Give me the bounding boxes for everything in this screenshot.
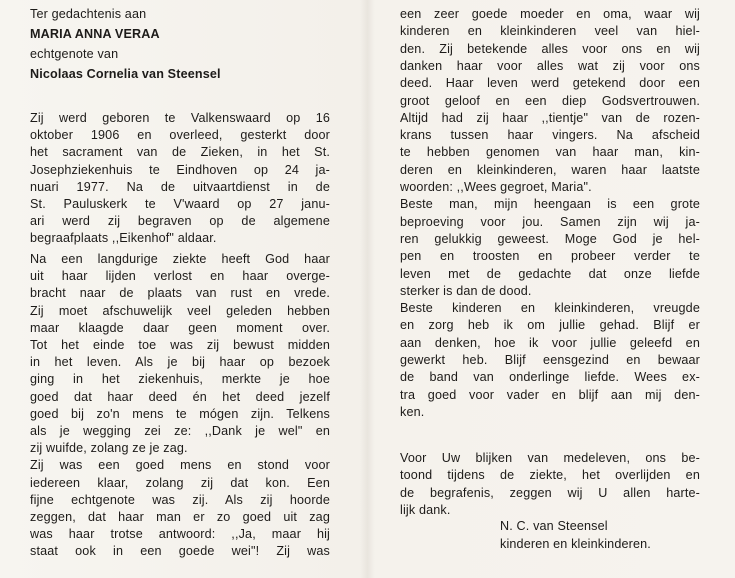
text-line: oktober 1906 en overleed, gesterkt door — [30, 128, 330, 143]
text-line: Beste man, mijn heengaan is een grote — [400, 197, 700, 212]
text-line: goed dat haar deed én het deed jezelf — [30, 389, 330, 404]
text-line: was haar trotse antwoord: ,,Ja, maar hij — [30, 527, 330, 542]
text-line: aan denken, hoe ik voor jullie geleefd en — [400, 335, 700, 350]
text-line: maar klaagde daar geen moment over. — [30, 320, 330, 335]
text-line: het sacrament van de Zieken, in het St. — [30, 145, 330, 160]
text-line: Josephziekenhuis te Eindhoven op 24 ja- — [30, 162, 330, 177]
text-line: deren en kleinkinderen, waren haar laatste — [400, 162, 700, 177]
text-line: ging in het ziekenhuis, merkte je hoe — [30, 372, 330, 387]
text-line: pen en troosten en probeer verder te — [400, 249, 700, 264]
text-line: tra goed voor vader en blijf aan mij den- — [400, 387, 700, 402]
text-line: in het leven. Als je bij haar op bezoek — [30, 355, 330, 370]
text-line: iedereen klaar, zolang zij dat kon. Een — [30, 475, 330, 490]
text-line: Tot het einde toe was zij bewust midden — [30, 338, 330, 352]
text-line: Zij werd geboren te Valkenswaard op 16 — [30, 111, 330, 125]
text-line: goed bij zo'n mens te mógen zijn. Telkens — [30, 406, 330, 421]
text-line: te hebben genomen van haar man, kin- — [400, 145, 700, 160]
text-line: Beste kinderen en kleinkinderen, vreugde — [400, 301, 700, 316]
text-line: danken haar voor alles wat zij voor ons — [400, 58, 700, 73]
text-line: begraafplaats ,,Eikenhof" aldaar. — [30, 231, 217, 246]
text-line: kinderen en kleinkinderen veel van hiel- — [400, 24, 700, 39]
text-line: gewerkt heb. Blijf eensgezind en bewaar — [400, 353, 700, 367]
thanks-line: toond tijdens de ziekte, het overlijden en — [400, 468, 700, 483]
text-line: groot geloof en een diep Godsvertrouwen. — [400, 93, 700, 108]
text-line: ken. — [400, 404, 425, 419]
text-line: uit haar lijden verlost en haar overge- — [30, 269, 330, 284]
signature-line: N. C. van Steensel — [500, 519, 608, 533]
text-line: den. Zij betekende alles voor ons en wij — [400, 41, 700, 56]
text-line: sterker is dan de dood. — [400, 283, 532, 298]
text-line: zeggen, dat haar man er zo goed uit zag — [30, 510, 330, 524]
header-line: echtgenote van — [30, 47, 119, 61]
text-line: St. Pauluskerk te V'waard op 27 janu- — [30, 197, 330, 211]
text-line: beproeving voor jou. Samen zijn wij ja- — [400, 214, 700, 229]
spouse-name: Nicolaas Cornelia van Steensel — [30, 67, 221, 81]
text-line: nuari 1977. Na de uitvaartdienst in de — [30, 179, 330, 194]
text-line: woorden: ,,Wees gegroet, Maria". — [400, 180, 592, 194]
text-line: zij wuifde, zolang ze je zag. — [30, 441, 188, 456]
text-line: als je wegging zei ze: ,,Dank je wel" en — [30, 424, 330, 438]
text-line: leven met de gedachte dat onze liefde — [400, 266, 700, 281]
text-line: deed. Haar leven werd getekend door een — [400, 76, 700, 91]
text-line: de band van onderlinge liefde. Wees ex- — [400, 370, 700, 385]
text-line: fijne echtgenote was zij. Als zij hoorde — [30, 492, 330, 507]
text-line: ren gelukkig geweest. Moge God je hel- — [400, 231, 700, 246]
thanks-line: lijk dank. — [400, 502, 451, 517]
text-line: Na een langdurige ziekte heeft God haar — [30, 252, 330, 266]
deceased-name: MARIA ANNA VERAA — [30, 27, 160, 41]
text-line: ari werd zij begraven op de algemene — [30, 214, 330, 229]
text-line: Zij moet afschuwelijk veel geleden hebben — [30, 303, 330, 318]
header-line: Ter gedachtenis aan — [30, 7, 147, 21]
signature-line: kinderen en kleinkinderen. — [500, 536, 651, 551]
text-line: Altijd had zij haar ,,tientje" van de rozen- — [400, 110, 700, 125]
text-line: staat ook in een goede wei"! Zij was — [30, 544, 330, 559]
thanks-line: de begrafenis, zeggen wij U allen harte- — [400, 485, 700, 500]
text-line: en zorg heb ik om jullie gehad. Blijf er — [400, 318, 700, 333]
thanks-line: Voor Uw blijken van medeleven, ons be- — [400, 451, 700, 465]
text-line: Zij was een goed mens en stond voor — [30, 458, 330, 473]
text-line: een zeer goede moeder en oma, waar wij — [400, 7, 700, 21]
text-line: krans tussen haar vingers. Na afscheid — [400, 128, 700, 143]
text-line: bracht naar de plaats van rust en vrede. — [30, 286, 330, 301]
